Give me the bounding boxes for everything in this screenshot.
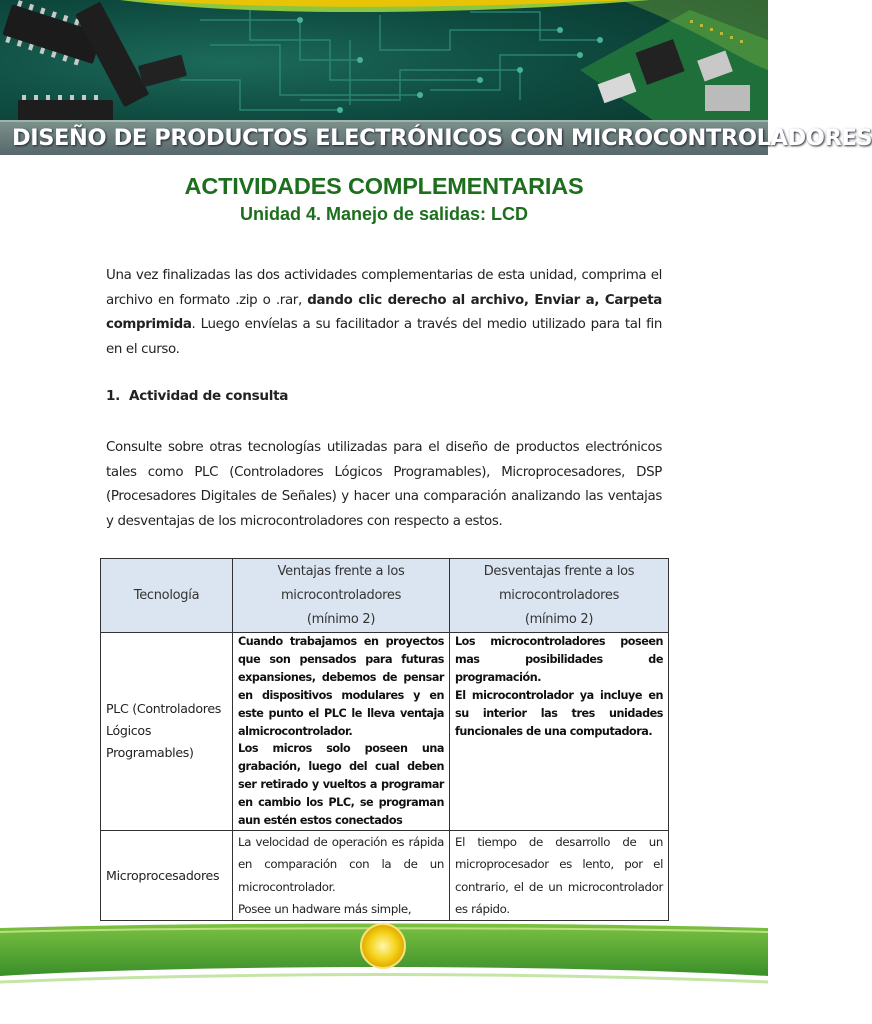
intro-bold-instructions: dando clic derecho al archivo, Enviar a, Carpeta comprimida xyxy=(106,292,662,333)
header-disadvantages-line2: microcontroladores xyxy=(498,587,620,603)
table-row xyxy=(101,830,669,920)
page-subtitle: Unidad 4. Manejo de salidas: LCD xyxy=(239,204,529,224)
header-advantages-line3: (mínimo 2) xyxy=(306,611,376,627)
header-disadvantages xyxy=(450,559,669,633)
intro-paragraph xyxy=(106,264,662,363)
header-disadvantages-line1: Desventajas frente a los xyxy=(483,563,635,579)
tech-plc-line1: PLC (Controladores xyxy=(106,701,222,717)
footer-decoration xyxy=(0,918,768,1024)
disadvantages-cell-plc xyxy=(450,633,669,831)
tech-cell-microprocessors: Microprocesadores xyxy=(101,830,233,920)
advantages-cell-microprocessors xyxy=(233,830,450,920)
header-technology xyxy=(101,559,233,633)
header-advantages-line2: microcontroladores xyxy=(280,587,402,603)
advantage-text: Posee un hadware más simple, xyxy=(238,901,412,916)
intro-text-1: Una vez finalizadas las dos actividades complementarias de esta unidad, comprima el archivo en formato .zip o .rar, xyxy=(106,268,662,308)
header-advantages xyxy=(233,559,450,633)
tech-cell-plc xyxy=(101,633,233,831)
section-paragraph: Consulte sobre otras tecnologías utilizadas para el diseño de productos electrónicos tales como PLC (Controladores Lógicos Programables), Microprocesadores, DSP (Procesadores Digitales de Señales) y hacer una comparación analizando las ventajas y desventajas de los microcontroladores con respecto a estos. xyxy=(106,440,662,530)
header-banner xyxy=(0,0,872,155)
footer-swoosh-graphic xyxy=(0,918,768,1024)
tech-plc-line2: Lógicos xyxy=(106,723,152,739)
tech-plc-line3: Programables) xyxy=(106,745,194,761)
table-row xyxy=(101,633,669,831)
header-disadvantages-line3: (mínimo 2) xyxy=(524,611,594,627)
advantage-text: Cuando trabajamos en proyectos que son pensados para futuras expansiones, debemos de pensar en dispositivos modulares y en este punto el PLC le lleva ventaja almicrocontrolador. xyxy=(238,635,444,738)
advantage-text: La velocidad de operación es rápida en comparación con la de un microcontrolador. xyxy=(238,834,444,894)
course-title: DISEÑO DE PRODUCTOS ELECTRÓNICOS CON MICROCONTROLADORES xyxy=(0,120,768,155)
disadvantage-text: El tiempo de desarrollo de un microprocesador es lento, por el contrario, el de un microcontrolador es rápido. xyxy=(455,834,663,916)
header-advantages-line1: Ventajas frente a los xyxy=(277,563,405,579)
sun-circle-icon xyxy=(361,924,405,968)
disadvantages-cell-microprocessors xyxy=(450,830,669,920)
section-heading xyxy=(106,388,288,404)
table-header-row xyxy=(101,559,669,633)
header-technology-label: Tecnología xyxy=(133,587,200,603)
disadvantage-text: Los microcontroladores poseen mas posibilidades de programación. xyxy=(455,635,663,684)
disadvantage-text: El microcontrolador ya incluye en su interior las tres unidades funcionales de una computadora. xyxy=(455,688,663,738)
advantage-text: Los micros solo poseen una grabación, luego del cual deben ser retirado y vueltos a programar en cambio los PLC, se programan aun estén estos conectados xyxy=(238,742,444,828)
comparison-table xyxy=(100,558,669,921)
section-number: 1. xyxy=(106,388,121,404)
section-title: Actividad de consulta xyxy=(129,388,289,404)
page-title: ACTIVIDADES COMPLEMENTARIAS xyxy=(184,173,584,199)
intro-text-2: . Luego envíelas a su facilitador a través del medio utilizado para tal fin en el curso. xyxy=(106,317,662,358)
advantages-cell-plc xyxy=(233,633,450,831)
